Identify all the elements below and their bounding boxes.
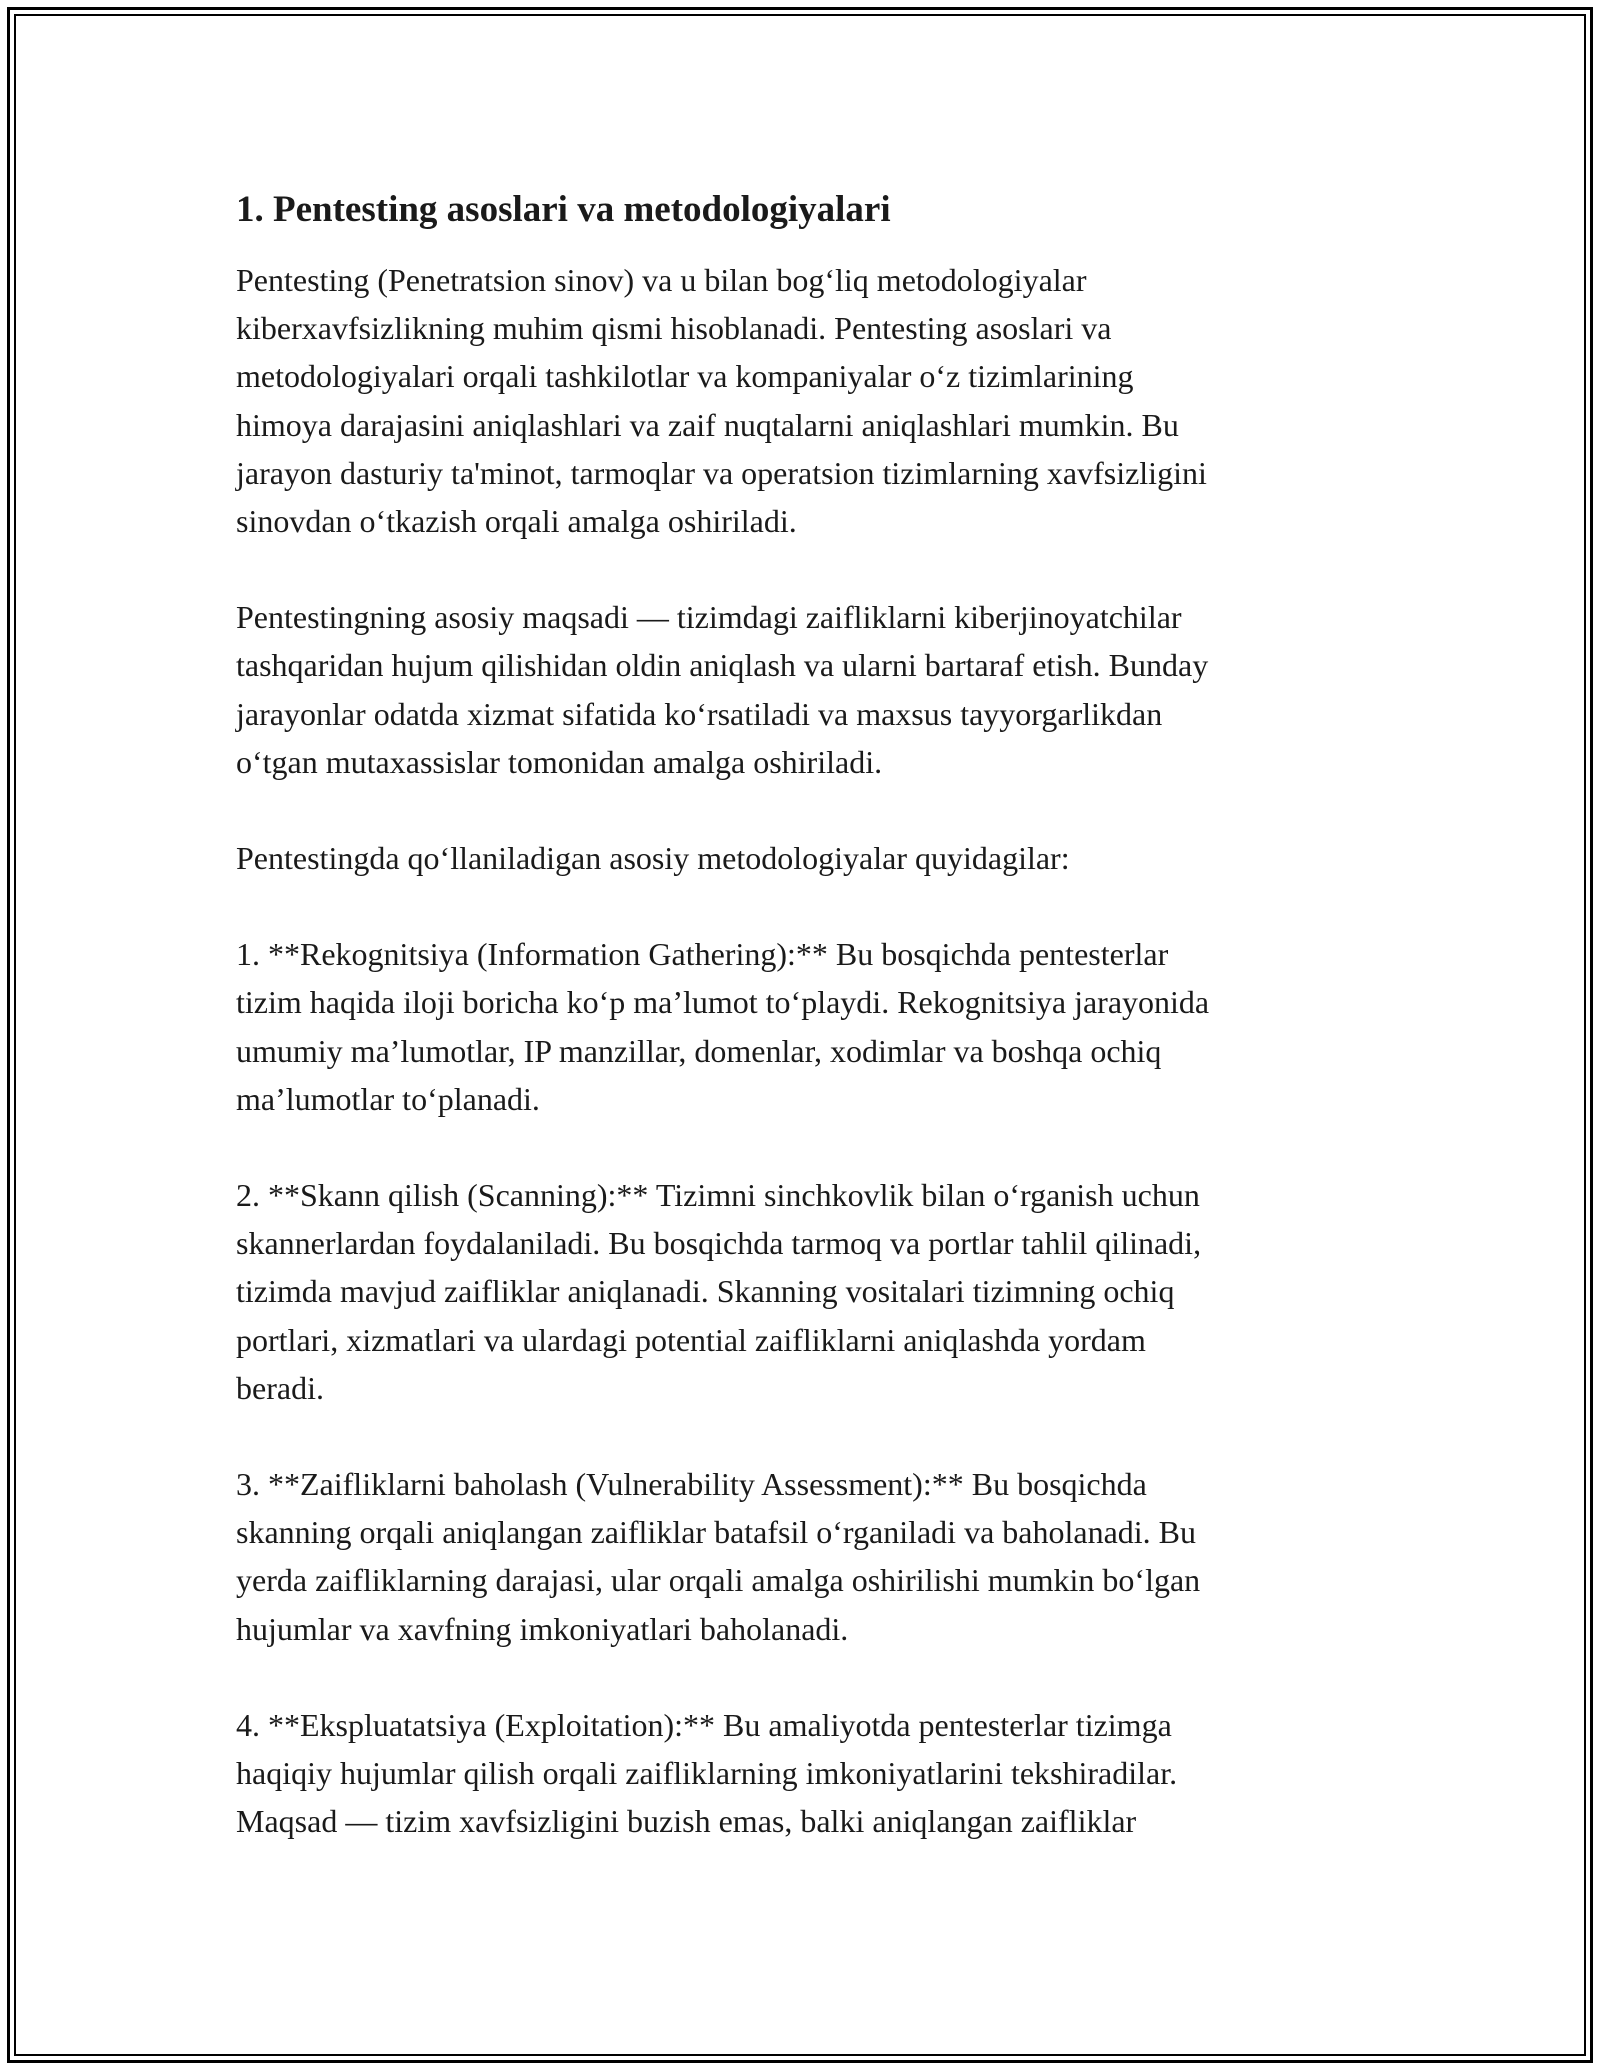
paragraph-methodologies-intro: Pentestingda qo‘llaniladigan asosiy metodologiyalar quyidagilar: xyxy=(236,840,1070,877)
list-item-scanning: 2. **Skann qilish (Scanning):** Tizimni sinchkovlik bilan o‘rganish uchun skannerlardan foydalaniladi. Bu bosqichda tarmoq va portlar tahlil qilinadi, tizimda mavjud zaifliklar aniqlanadi. Skanning vositalari tizimning ochiq portlari, xizmatlari va ulardagi potential zaifliklarni aniqlashda yordam beradi. xyxy=(236,1177,1202,1406)
list-item-reconnaissance: 1. **Rekognitsiya (Information Gathering):** Bu bosqichda pentesterlar tizim haqida iloji boricha ko‘p ma’lumot to‘playdi. Rekognitsiya jarayonida umumiy ma’lumotlar, IP manzillar, domenlar, xodimlar va boshqa ochiq ma’lumotlar to‘planadi. xyxy=(236,936,1210,1117)
document-title: 1. Pentesting asoslari va metodologiyalari xyxy=(236,189,891,230)
paragraph-purpose: Pentestingning asosiy maqsadi — tizimdagi zaifliklarni kiberjinoyatchilar tashqaridan hujum qilishidan oldin aniqlash va ularni bartaraf etish. Bunday jarayonlar odatda xizmat sifatida ko‘rsatiladi va maxsus tayyorgarlikdan o‘tgan mutaxassislar tomonidan amalga oshiriladi. xyxy=(236,599,1209,780)
paragraph-intro: Pentesting (Penetratsion sinov) va u bilan bog‘liq metodologiyalar kiberxavfsizlikning muhim qismi hisoblanadi. Pentesting asoslari va metodologiyalari orqali tashkilotlar va kompaniyalar o‘z tizimlarining himoya darajasini aniqlashlari va zaif nuqtalarni aniqlashlari mumkin. Bu jarayon dasturiy ta'minot, tarmoqlar va operatsion tizimlarning xavfsizligini sinovdan o‘tkazish orqali amalga oshiriladi. xyxy=(236,262,1207,540)
document-body xyxy=(236,186,1376,1845)
list-item-vulnerability-assessment: 3. **Zaifliklarni baholash (Vulnerability Assessment):** Bu bosqichda skanning orqali aniqlangan zaifliklar batafsil o‘rganiladi va baholanadi. Bu yerda zaifliklarning darajasi, ular orqali amalga oshirilishi mumkin bo‘lgan hujumlar va xavfning imkoniyatlari baholanadi. xyxy=(236,1466,1201,1647)
list-item-exploitation: 4. **Ekspluatatsiya (Exploitation):** Bu amaliyotda pentesterlar tizimga haqiqiy hujumlar qilish orqali zaifliklarning imkoniyatlarini tekshiradilar. Maqsad — tizim xavfsizligini buzish emas, balki aniqlangan zaifliklar xyxy=(236,1706,1178,1840)
